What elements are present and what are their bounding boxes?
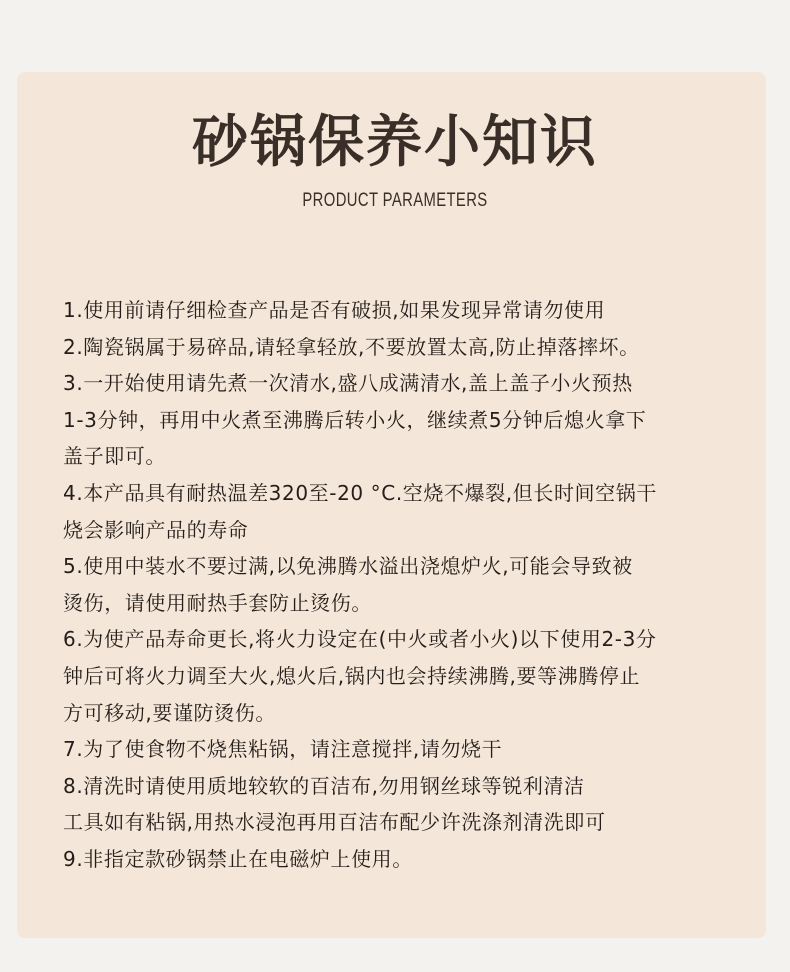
text-line: 盖子即可。 xyxy=(63,444,166,469)
text-line: 9.非指定款砂锅禁止在电磁炉上使用。 xyxy=(63,846,413,871)
text-line: 1-3分钟，再用中火煮至沸腾后转小火，继续煮5分钟后熄火拿下 xyxy=(63,407,647,432)
text-line: 钟后可将火力调至大火,熄火后,锅内也会持续沸腾,要等沸腾停止 xyxy=(63,663,641,688)
text-line: 3.一开始使用请先煮一次清水,盛八成满清水,盖上盖子小火预热 xyxy=(63,371,633,396)
text-line: 方可移动,要谨防烫伤。 xyxy=(63,700,276,725)
text-line: 7.为了使食物不烧焦粘锅，请注意搅拌,请勿烧干 xyxy=(63,737,503,762)
text-line: 5.使用中装水不要过满,以免沸腾水溢出浇熄炉火,可能会导致被 xyxy=(63,554,633,579)
page-subtitle: PRODUCT PARAMETERS xyxy=(302,190,488,211)
text-line: 2.陶瓷锅属于易碎品,请轻拿轻放,不要放置太高,防止掉落摔坏。 xyxy=(63,334,640,359)
page-title: 砂锅保养小知识 xyxy=(192,109,598,175)
text-line: 烫伤，请使用耐热手套防止烫伤。 xyxy=(63,590,372,615)
care-instructions xyxy=(63,292,763,878)
text-line: 4.本产品具有耐热温差320至-20 °C.空烧不爆裂,但长时间空锅干 xyxy=(63,480,657,505)
text-line: 烧会影响产品的寿命 xyxy=(63,517,249,542)
text-line: 1.使用前请仔细检查产品是否有破损,如果发现异常请勿使用 xyxy=(63,298,606,322)
text-line: 8.清洗时请使用质地较软的百洁布,勿用钢丝球等锐利清洁 xyxy=(63,773,585,798)
text-line: 工具如有粘锅,用热水浸泡再用百洁布配少许洗涤剂清洗即可 xyxy=(63,810,606,835)
text-line: 6.为使产品寿命更长,将火力设定在(中火或者小火)以下使用2-3分 xyxy=(63,627,657,652)
